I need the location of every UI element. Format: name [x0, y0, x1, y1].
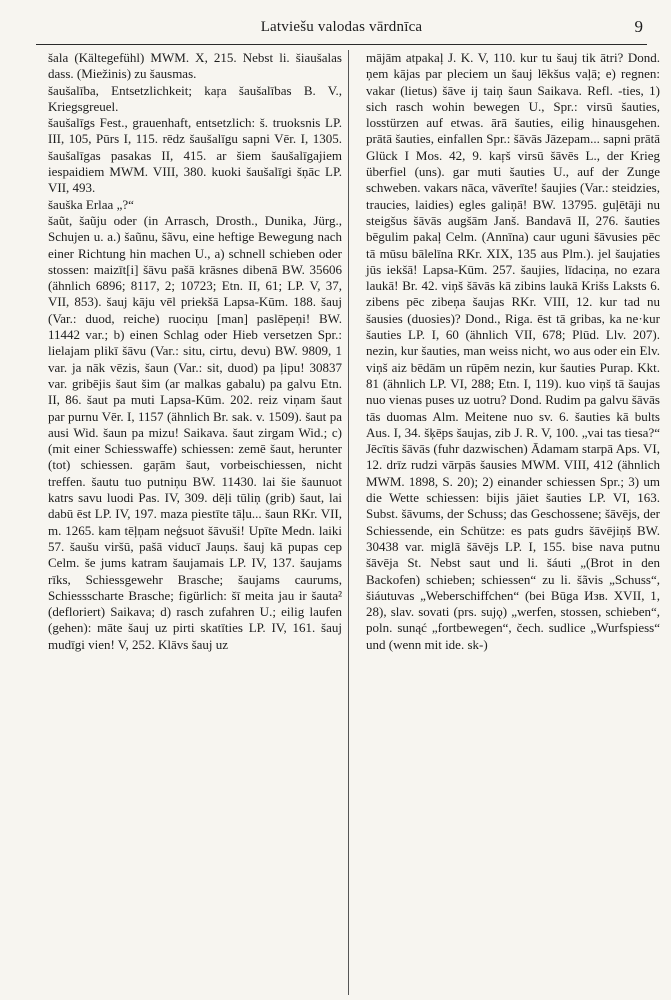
left-column: [48, 50, 349, 995]
running-title: Latviešu valodas vārdnīca: [260, 19, 423, 35]
right-column: [360, 50, 660, 995]
entry-paragraph: šaušalība, Entsetzlichkeit; kaŗa šaušalības B. V., Kriegsgreuel.: [48, 82, 342, 114]
text-columns: [48, 50, 660, 995]
page-header: [36, 12, 647, 45]
entry-paragraph: šaũt, šaũju oder (in Arrasch, Drosth., Dunika, Jürg., Schujen u. a.) šaũnu, šãvu, eine heftige Bewegung nach einer Richtung hin machen U., a) schnell schieben oder stossen: maizīt[i] šāvu pašā krāsnes dibenā BW. 35606 (ähnlich 6896; 8117, 2; 10723; Etn. II, 61; LP. V, 37, VII, 853). šauj kāju vēl priekšā Lapsa-Kūm. 188. šauj (Var.: duod, reiche) ruociņu [man] paslēpeņi! BW. 11442 var.; b) einen Schlag oder Hieb versetzen Spr.: lielajam plikī šāvu (Var.: situ, cirtu, devu) BW. 9809, 1 var. ja nāk vēzis, šaun (Var.: sit, duod) pa ļipu! 30837 var. gribējis šaut šim (ar malkas gabalu) pa galvu Etn. II, 86. šaut pa muti Lapsa-Kūm. 202. reiz viņam šaut par purnu Vēr. I, 1157 (ähnlich Br. sak. v. 1509). šaut pa ausi Wid. šaun pa mizu! Saikava. šaut zirgam Wid.; c) (mit einer Schiesswaffe) schiessen: zemē šaut, herunter (tot) schiessen. gaŗām šaut, vorbeischiessen, nicht treffen. šautu tuo putniņu BW. 11430. lai šie šaunuot katrs savu luodi Pas. IV, 309. dēļi tūliņ (grib) šaut, lai dabū ēst LP. IV, 197. maza piestīte tāļu... šaun RKr. VII, m. 1265. kam tēļņam neģsuot šāvuši! Upīte Medn. laiki 57. šaušu viršū, pašā viducī Jauņs. šauj kā pupas cep Celm. še jums katram šaujamais LP. IV, 137. šaujams rīks, Schiessgewehr Brasche; šaujams caurums, Schiessscharte Brasche; figürlich: šī meita jau ir šauta² (defloriert) Saikava; d) rasch zufahren U.; eilig laufen (gehen): māte šauj uz pirti skatīties LP. IV, 161. šauj mudīgi vien! V, 252. Klāvs šauj uz: [48, 212, 342, 652]
entry-paragraph: mājām atpakaļ J. K. V, 110. kur tu šauj tik ātri? Dond. ņem kājas par pleciem un šauj lēkšus vaļā; e) regnen: vakar (lietus) šāve ij taiņ šaun Saikava. Refl. -ties, 1) sich rasch wohin bewegen U., Spr.: virsū šauties, losstürzen auf etwas. ārā šauties, eilig hinausgehen. prātā šauties, einfallen Spr.: šāvās Jāzepam... sapni prātā Glück I Mos. 42, 9. kaŗš virsū šāvēs L., der Krieg überfiel (uns). gar muti šauties U., auf der Zunge schweben. vakars nāca, vāverīte! šaujies (Var.: steidzies, traucies, laidies) egles galiņā! BW. 13795. guļētāji nu steigšus šāvās augšām Janš. Bandavā II, 276. šauties bēgulim pakaļ Celm. (Annīna) caur uguni šāvusies pēc tā mūsu bālelīna RKr. XIX, 135 aus Plm.). jel šaujaties jūs iekšā! Lapsa-Kūm. 257. šaujies, līdaciņa, no ezara laukā! Br. 42. viņš šāvās kā zibins laukā Krišs Laksts 6. zibens pēc zibeņa šaujas RKr. VIII, 12. kur tad nu šausies (duosies)? Dond., Riga. ēst tā gribas, ka ne·kur šauties LP. I, 60 (ähnlich VII, 678; Plūd. Llv. 207). nezin, kur šauties, man weiss nicht, wo aus oder ein Elv. viņš aiz bēdām un rūpēm nezin, kur šauties Purap. Kkt. 81 (ähnlich LP. VI, 288; Etn. I, 119). kuo viņš tā šaujas nuo vienas puses uz uotru? Dond. Rudim pa galvu šāvās tās duomas Alm. Meitene nuo sv. 6. šauties kā bults Aus. I, 34. šķēps šaujas, zib J. R. V, 100. „vai tas tiesa?“ Jēcītis šāvās (fuhr dazwischen) Ādamam starpā Aps. VI, 12. drīz rudzi vārpās šausies MWM. VIII, 412 (ähnlich MWM. 1898, S. 20); 2) einander schiessen Spr.; 3) um die Wette schiessen: bijis jāiet šauties LP. VI, 163. Subst. šāvums, der Schuss; das Geschossene; šāvējs, der Schiessende, ein Schütze: es pats gudrs šāvējiņš BW. 30438 var. miglā šāvējs LP. I, 155. bise nava putnu šāvēja St. Nebst saut und li. šáuti „(Brot in den Backofen) schieben; schiessen“ zu li. šãvis „Schuss“, šiáutuvas „Weberschiffchen“ (bei Būga Изв. XVII, 1, 28), slav. sovati (prs. sujǫ) „werfen, stossen, schieben“, poln. sunąć „fortbewegen“, čech. sudlice „Wurfspiess“ und (wenn mit ide. sk-): [366, 50, 660, 652]
page-number: 9: [634, 17, 643, 36]
entry-paragraph: šauška Erlaa „?“: [48, 196, 134, 212]
entry-paragraph: šala (Kältegefühl) MWM. X, 215. Nebst li. šiaušalas dass. (Miežinis) zu šausmas.: [48, 50, 342, 82]
entry-paragraph: šaušalīgs Fest., grauenhaft, entsetzlich: š. truoksnis LP. III, 105, Pūrs I, 115. rēdz šaušalīgu sapni Vēr. I, 1305. šaušalīgas pasakas II, 415. ar šiem šaušalīgajiem iespaidiem MWM. VIII, 380. kuoki šaušalīgi šņāc LP. VII, 493.: [48, 115, 342, 196]
